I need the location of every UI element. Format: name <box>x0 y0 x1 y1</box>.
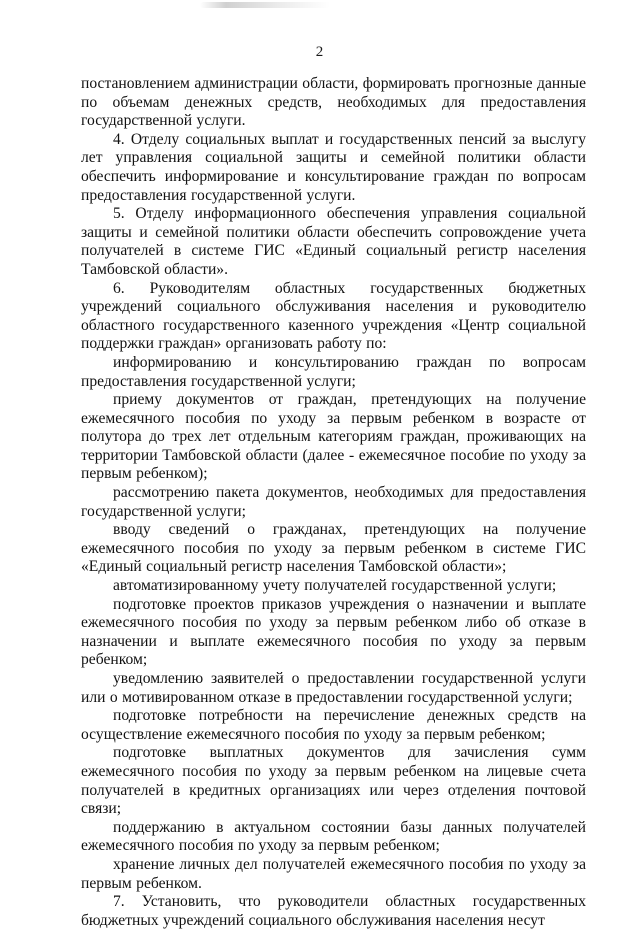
paragraph: хранение личных дел получателей ежемесячного пособия по уходу за первым ребенком. <box>81 855 586 892</box>
paragraph: вводу сведений о гражданах, претендующих на получение ежемесячного пособия по уходу за первым ребенком в системе ГИС «Единый социальный регистр населения Тамбовской области»; <box>81 521 586 576</box>
paragraph: 7. Установить, что руководители областных государственных бюджетных учреждений социального обслуживания населения несут <box>81 893 586 929</box>
paragraph: приему документов от граждан, претендующих на получение ежемесячного пособия по уходу за первым ребенком в возрасте от полутора до трех лет отдельным категориям граждан, проживающих на территории Тамбовской области (далее - ежемесячное пособие по уходу за первым ребенком); <box>81 391 586 483</box>
paragraph: информированию и консультированию граждан по вопросам предоставления государственной услуги; <box>81 353 586 390</box>
document-body <box>81 75 586 930</box>
paragraph: постановлением администрации области, формировать прогнозные данные по объемам денежных средств, необходимых для предоставления государственной услуги. <box>81 75 586 130</box>
paragraph: 5. Отделу информационного обеспечения управления социальной защиты и семейной политики области обеспечить сопровождение учета получателей в системе ГИС «Единый социальный регистр населения Тамбовской области». <box>81 205 586 278</box>
paragraph: подготовке выплатных документов для зачисления сумм ежемесячного пособия по уходу за первым ребенком на лицевые счета получателей в кредитных организациях или через отделения почтовой связи; <box>81 744 586 818</box>
paragraph: поддержанию в актуальном состоянии базы данных получателей ежемесячного пособия по уходу за первым ребенком; <box>81 818 586 855</box>
page-number: 2 <box>315 44 324 60</box>
paragraph: 6. Руководителям областных государственных бюджетных учреждений социального обслуживания населения и руководителю областного государственного казенного учреждения «Центр социальной поддержки граждан» организовать работу по: <box>81 279 586 353</box>
paragraph: 4. Отделу социальных выплат и государственных пенсий за выслугу лет управления социальной защиты и семейной политики области обеспечить информирование и консультирование граждан по вопросам предоставления государственной услуги. <box>81 130 586 204</box>
paragraph: автоматизированному учету получателей государственной услуги; <box>113 577 557 595</box>
paragraph: подготовке потребности на перечисление денежных средств на осуществление ежемесячного пособия по уходу за первым ребенком; <box>81 707 586 743</box>
scan-artifact <box>200 2 330 8</box>
paragraph: подготовке проектов приказов учреждения о назначении и выплате ежемесячного пособия по уходу за первым ребенком либо об отказе в назначении и выплате ежемесячного пособия по уходу за первым ребенком; <box>81 595 586 669</box>
paragraph: рассмотрению пакета документов, необходимых для предоставления государственной услуги; <box>81 484 586 520</box>
paragraph: уведомлению заявителей о предоставлении государственной услуги или о мотивированном отказе в предоставлении государственной услуги; <box>81 670 586 706</box>
